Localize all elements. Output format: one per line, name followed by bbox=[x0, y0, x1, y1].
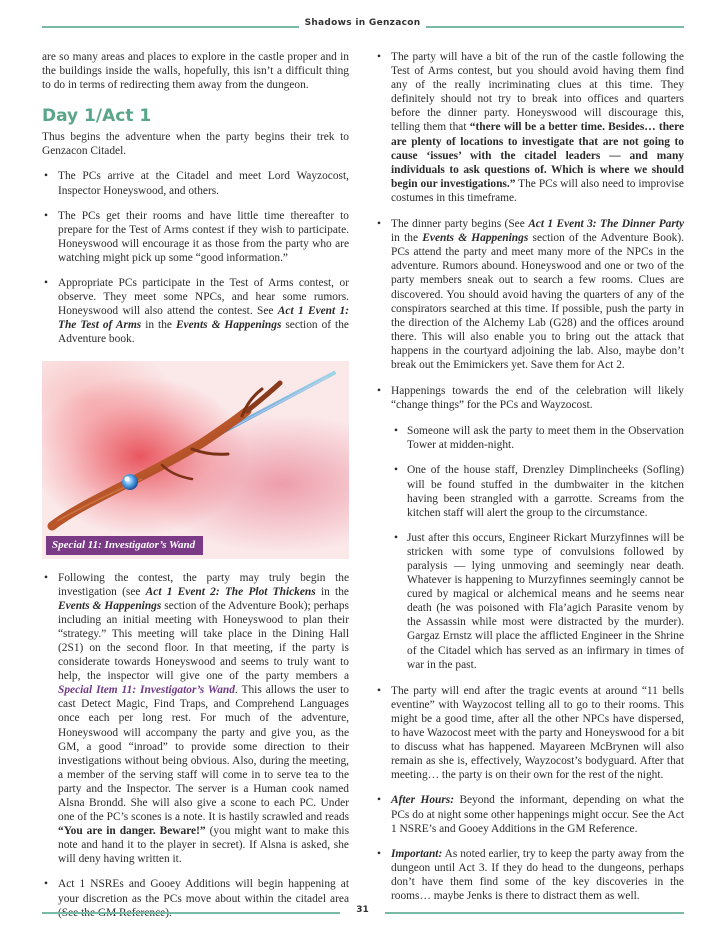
note-quote: “You are in danger. Beware!” bbox=[58, 825, 206, 838]
intro-paragraph: are so many areas and places to explore in the castle proper and in the buildings inside the walls, hopefully, this isn’t a difficult thing to do in terms of redirecting them away from the dungeon. bbox=[42, 51, 349, 92]
book-reference: Events & Happenings bbox=[422, 232, 529, 245]
list-item: • Act 1 NSREs and Gooey Additions will begin happening at your discretion as the PCs move about within the citadel area bbox=[42, 877, 349, 919]
sub-list-item: • Someone will ask the party to meet them in the Observation Tower at midden-night. bbox=[391, 424, 684, 452]
list-item: • The party will have a bit of the run of the castle following the Test of Arms contest, but you should avoid having them find any of the really incriminating clues at this time. They definitely should not try to break into offices and quarters before the dinner party. Honeyswood will discourage this, telling them that “there will be a better time. Besides… there are plenty of locations to investigate that are not going to cause ‘issues’ with the citadel leaders — and many individuals to ask questions of. Which is where we should begin our investigations.” The PCs will also need to improvise costumes in this timeframe. bbox=[375, 50, 684, 205]
act1-list-right bbox=[375, 50, 684, 903]
act1-list-continued bbox=[42, 571, 349, 920]
list-item: • The PCs arrive at the Citadel and meet Lord Wayzocost, Inspector Honeyswood, and others. bbox=[42, 169, 349, 197]
wand-icon bbox=[42, 361, 349, 559]
book-reference: Events & Happenings bbox=[175, 319, 282, 332]
image-caption: Special 11: Investigator’s Wand bbox=[46, 536, 203, 555]
list-item: • Important: As noted earlier, try to keep the party away from the dungeon until Act 3. If they do head to the dungeons, perhaps don’t have them find some of the key discoveries in the rooms… maybe Jenks is there to distract them as well. bbox=[375, 847, 684, 903]
list-item: • The dinner party begins (See Act 1 Event 3: The Dinner Party in the Events & Happenings section of the Adventure Book). PCs attend the party and meet many more of the NPCs in the adventure. Rumors abound. Honeyswood and one or two of the party members sneak out to search a few rooms. Clues are discovered. You should avoid having the quarters of any of the conspirators searched at this time. If possible, push the party in the direction of the Alchemy Lab (G28) and the offices around there. This will also enable you to bring out the attack that happens in the courtyard adjoining the lab. Also, maybe don’t break out the Emimickers yet. Save them for Act 2. bbox=[375, 217, 684, 372]
page-number: 31 bbox=[356, 905, 369, 915]
sub-list-item: • One of the house staff, Drenzley Dimplincheeks (Sofling) will be found stuffed in the dumbwaiter in the kitchen having been strangled with a garrotte. Screams from the kitchen staff will alert the group to the circumstance. bbox=[391, 463, 684, 519]
event-reference: Act 1 Event 3: The Dinner Party bbox=[528, 218, 684, 231]
after-hours-label: After Hours: bbox=[391, 794, 455, 807]
book-reference: Events & Happenings bbox=[58, 599, 162, 612]
event-reference: Act 1 Event 2: The Plot Thickens bbox=[145, 585, 316, 598]
act1-list bbox=[42, 169, 349, 346]
running-header-text: Shadows in Genzacon bbox=[299, 18, 427, 28]
sub-list-item: • Just after this occurs, Engineer Rickart Murzyfinnes will be stricken with some type of convulsions followed by paralysis — lying unmoving and seemingly near death. Whatever is happening to Murzyfinnes seemingly cannot be cured by magical or alchemical means and he seems near death (he was poisoned with Fla’agich Parasite venom by the Assassin while most were distracted by the murder). Gargaz Ernstz will place the afflicted Engineer in the Shrine of the Citadel which has served as an infirmary in times of war in the past. bbox=[391, 531, 684, 672]
running-header bbox=[0, 18, 725, 28]
list-item: • The party will end after the tragic events at around “11 bells eventine” with Wayzocost telling all to go to their rooms. This might be a good time, after all the other NPCs have dispersed, to have Wazocost meet with the party and Honeyswood for a bit to discuss what has happened. Mayareen McBrynen will also remain as she is, effectively, Wayzocost’s bodyguard. After that meeting… the party is on their own for the rest of the night. bbox=[375, 684, 684, 783]
happenings-sublist bbox=[391, 424, 684, 672]
list-item: • Happenings towards the end of the celebration will likely “change things” for the PCs and Wayzocost. • Someone will ask the party to meet them in the Observation Tower at midden-night. • One of the house staff, Drenzley Dimplincheeks (Sofling) will be found stuffed in the dumbwaiter in the kitchen having been strangled with a garrotte. Screams from the kitchen staff will alert the group to the circumstance. • Just after this occurs, Engineer Rickart Murzyfinnes will be stricken with some type of convulsions followed by paralysis — lying unmoving and seemingly near death. Whatever is happening to Murzyfinnes seemingly cannot be cured by magical or alchemical means and he seems near death (he was poisoned with Fla’agich Parasite venom by the Assassin while most were distracted by the murder). Gargaz Ernstz will place the afflicted Engineer in the Shrine of the Citadel which has served as an infirmary in times of war in the past. bbox=[375, 384, 684, 672]
list-item: • Appropriate PCs participate in the Test of Arms contest, or observe. They meet some NPCs, and hear some rumors. Honeyswood will also attend the contest. See Act 1 Event 1: The Test of Arms in the Events & Happenings section of the Adventure book. bbox=[42, 276, 349, 346]
section-intro: Thus begins the adventure when the party begins their trek to Genzacon Citadel. bbox=[42, 131, 349, 158]
important-label: Important: bbox=[391, 847, 443, 860]
honeyswood-quote: “there will be a better time. Besides… there are plenty of locations to investigate that are not going to cause ‘issues’ with the citadel leaders — and many individuals to ask questions of. Which is where we should begin our investigations.” bbox=[391, 121, 684, 190]
list-item: • Following the contest, the party may truly begin the investigation (see Act 1 Event 2: The Plot Thickens in the Events & Happenings section of the Adventure Book); perhaps including an initial meeting with Honeyswood to plan their “strategy.” This meeting will take place in the Dining Hall (2S1) on the second floor. In that meeting, if the party is considerate towards Honeyswood and seems to truly want to help, the inspector will give one of the party members a Special Item 11: Investigator’s Wand. This allows the user to cast Detect Magic, Find Traps, and Comprehend Languages once each per long rest. For much of the adventure, Honeyswood will accompany the party and give you, as the GM, a good “inroad” to provide some direction to their investigations without being obvious. Also, during the meeting, a member of the serving staff will come in to serve tea to the party and the Inspector. The server is a Human cook named Alsna Brondd. She will also give a scone to each PC. Under one of the PC’s scones is a note. It is hastily scrawled and reads “You are in danger. Beware!” (you might want to make this note and hand it to the player in secret). If Alsna is asked, she will deny having written it. bbox=[42, 571, 349, 867]
event-reference: Act 1 Event 1: The Test of Arms bbox=[58, 305, 349, 332]
list-item: • After Hours: Beyond the informant, depending on what the PCs do at night some other happenings might occur. See the Act 1 NSRE’s and Gooey Additions in the GM Reference. bbox=[375, 793, 684, 835]
right-column bbox=[375, 50, 684, 903]
special-item-reference: Special Item 11: Investigator’s Wand bbox=[58, 684, 235, 697]
left-column bbox=[42, 50, 349, 920]
section-title: Day 1/Act 1 bbox=[42, 106, 152, 127]
list-item: • The PCs get their rooms and have little time thereafter to prepare for the Test of Arms contest if they wish to participate. Honeyswood will encourage it as those from the party who are watching might pick up some “good information.” bbox=[42, 209, 349, 265]
investigators-wand-illustration bbox=[42, 361, 349, 559]
